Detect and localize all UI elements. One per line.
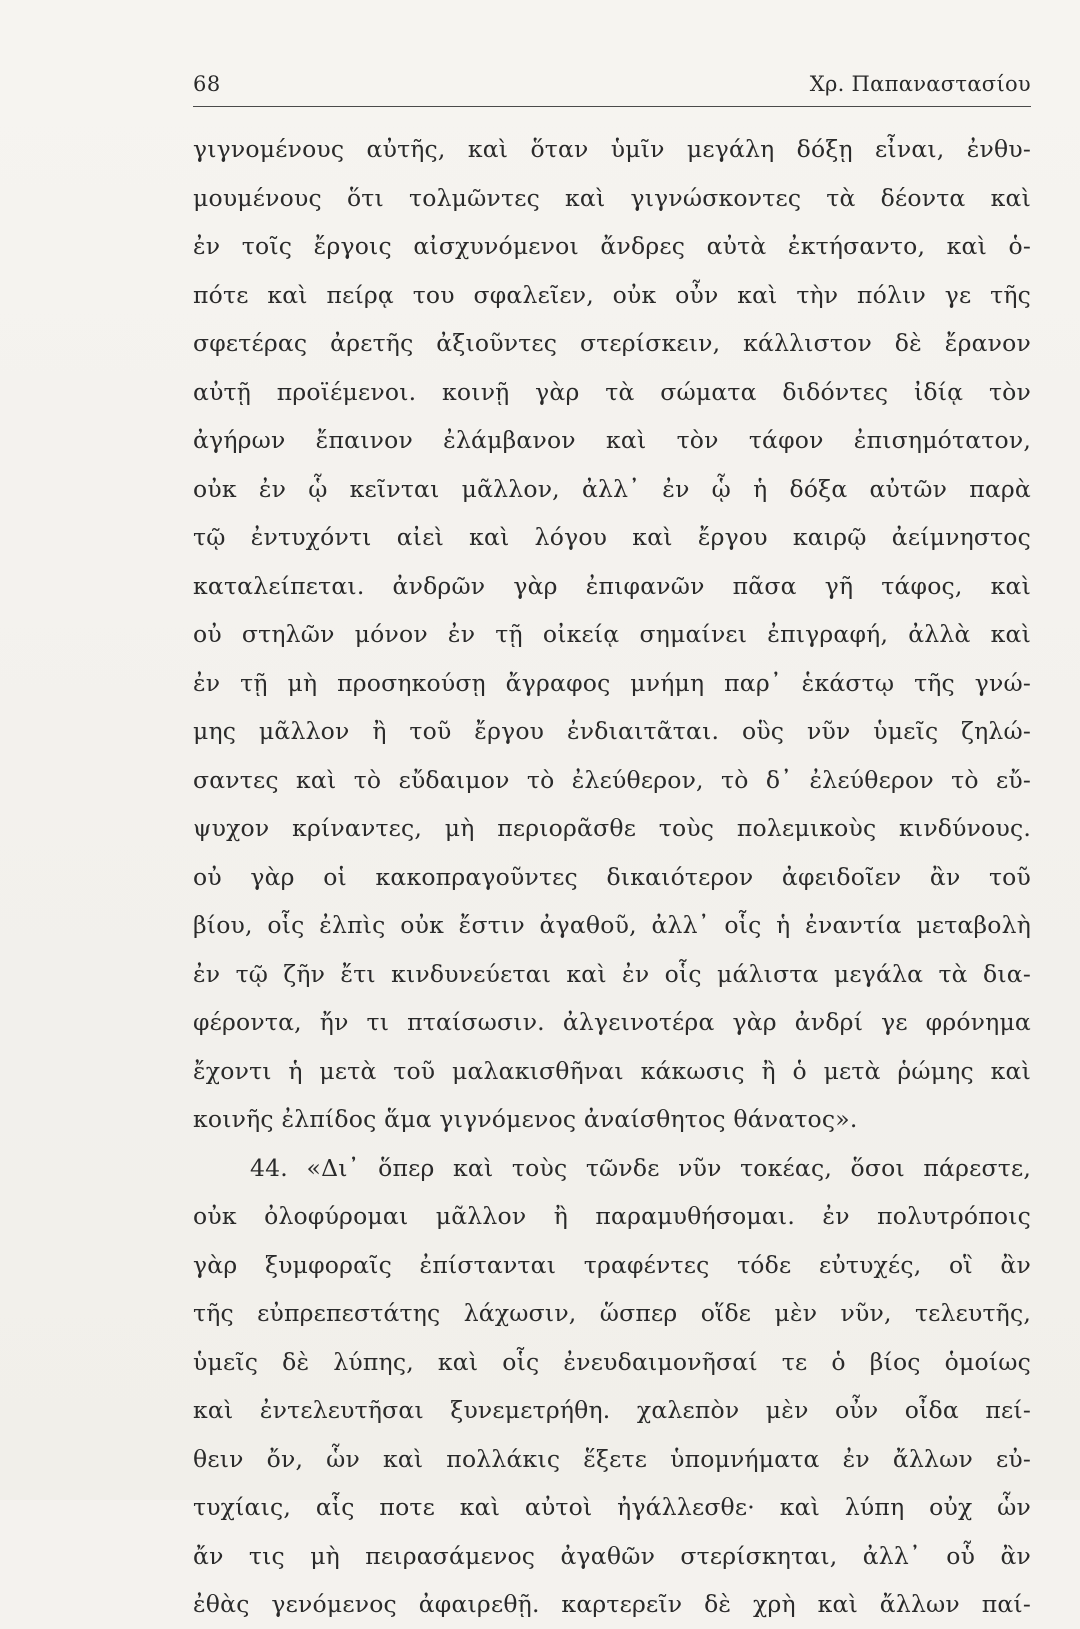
- text-line: πότε καὶ πείρᾳ του σφαλεῖεν, οὐκ οὖν καὶ τὴν πόλιν γε τῆς: [193, 280, 1031, 309]
- text-line: οὐκ ἐν ᾧ κεῖνται μᾶλλον, ἀλλ᾽ ἐν ᾧ ἡ δόξα αὐτῶν παρὰ: [193, 474, 1031, 503]
- text-line: σφετέρας ἀρετῆς ἀξιοῦντες στερίσκειν, κάλλιστον δὲ ἔρανον: [193, 329, 1031, 357]
- text-line: ἔχοντι ἡ μετὰ τοῦ μαλακισθῆναι κάκωσις ἢ ὁ μετὰ ῥώμης καὶ: [193, 1056, 1031, 1085]
- text-line: φέροντα, ἤν τι πταίσωσιν. ἀλγεινοτέρα γὰρ ἀνδρί γε φρόνημα: [193, 1008, 1031, 1036]
- text-line: αὐτῇ προϊέμενοι. κοινῇ γὰρ τὰ σώματα διδόντες ἰδίᾳ τὸν: [193, 377, 1031, 406]
- text-line: ἐν τῇ μὴ προσηκούσῃ ἄγραφος μνήμη παρ᾽ ἑκάστῳ τῆς γνώ-: [193, 668, 1031, 697]
- text-line: τυχίαις, αἷς ποτε καὶ αὐτοὶ ἠγάλλεσθε· καὶ λύπη οὐχ ὧν: [193, 1493, 1031, 1521]
- page-number: 68: [193, 72, 221, 96]
- paragraph-start-line: 44. «Δι᾽ ὅπερ καὶ τοὺς τῶνδε νῦν τοκέας, ὅσοι πάρεστε,: [250, 1153, 1031, 1182]
- text-line: οὐ στηλῶν μόνον ἐν τῇ οἰκείᾳ σημαίνει ἐπιγραφή, ἀλλὰ καὶ: [193, 620, 1031, 648]
- text-line: ἐν τοῖς ἔργοις αἰσχυνόμενοι ἄνδρες αὐτὰ ἐκτήσαντο, καὶ ὁ-: [193, 232, 1031, 260]
- text-line: γιγνομένους αὐτῆς, καὶ ὅταν ὑμῖν μεγάλη δόξῃ εἶναι, ἐνθυ-: [193, 135, 1031, 163]
- text-line: μουμένους ὅτι τολμῶντες καὶ γιγνώσκοντες τὰ δέοντα καὶ: [193, 183, 1031, 212]
- text-line: ψυχον κρίναντες, μὴ περιορᾶσθε τοὺς πολεμικοὺς κινδύνους.: [193, 814, 1031, 842]
- text-line: θειν ὄν, ὧν καὶ πολλάκις ἕξετε ὑπομνήματα ἐν ἄλλων εὐ-: [193, 1444, 1031, 1473]
- text-line: βίου, οἷς ἐλπὶς οὐκ ἔστιν ἀγαθοῦ, ἀλλ᾽ οἷς ἡ ἐναντία μεταβολὴ: [193, 911, 1031, 939]
- text-line: τῆς εὐπρεπεστάτης λάχωσιν, ὥσπερ οἵδε μὲν νῦν, τελευτῆς,: [193, 1299, 1031, 1327]
- text-line: καταλείπεται. ἀνδρῶν γὰρ ἐπιφανῶν πᾶσα γῆ τάφος, καὶ: [193, 571, 1031, 600]
- text-body: [193, 125, 1031, 1629]
- text-line: σαντες καὶ τὸ εὔδαιμον τὸ ἐλεύθερον, τὸ δ᾽ ἐλεύθερον τὸ εὔ-: [193, 765, 1031, 794]
- text-line: καὶ ἐντελευτῆσαι ξυνεμετρήθη. χαλεπὸν μὲν οὖν οἶδα πεί-: [193, 1396, 1031, 1424]
- text-line: οὐκ ὀλοφύρομαι μᾶλλον ἢ παραμυθήσομαι. ἐν πολυτρόποις: [193, 1202, 1031, 1230]
- text-line: ἐθὰς γενόμενος ἀφαιρεθῇ. καρτερεῖν δὲ χρὴ καὶ ἄλλων παί-: [193, 1590, 1031, 1618]
- text-line: τῷ ἐντυχόντι αἰεὶ καὶ λόγου καὶ ἔργου καιρῷ ἀείμνηστος: [193, 523, 1031, 551]
- text-line: ὑμεῖς δὲ λύπης, καὶ οἷς ἐνευδαιμονῆσαί τε ὁ βίος ὁμοίως: [193, 1347, 1031, 1376]
- text-line: οὐ γὰρ οἱ κακοπραγοῦντες δικαιότερον ἀφειδοῖεν ἂν τοῦ: [193, 862, 1031, 891]
- running-head: Χρ. Παπαναστασίου: [809, 72, 1031, 96]
- paragraph-end-line: κοινῆς ἐλπίδος ἅμα γιγνόμενος ἀναίσθητος θάνατος».: [193, 1105, 858, 1133]
- text-line: μης μᾶλλον ἢ τοῦ ἔργου ἐνδιαιτᾶται. οὓς νῦν ὑμεῖς ζηλώ-: [193, 717, 1031, 745]
- page-header: [193, 70, 1031, 107]
- text-line: ἐν τῷ ζῆν ἔτι κινδυνεύεται καὶ ἐν οἷς μάλιστα μεγάλα τὰ δια-: [193, 959, 1031, 988]
- text-line: ἄν τις μὴ πειρασάμενος ἀγαθῶν στερίσκηται, ἀλλ᾽ οὗ ἂν: [193, 1541, 1031, 1570]
- text-line: γὰρ ξυμφοραῖς ἐπίστανται τραφέντες τόδε εὐτυχές, οἳ ἂν: [193, 1250, 1031, 1279]
- text-line: ἀγήρων ἔπαινον ἐλάμβανον καὶ τὸν τάφον ἐπισημότατον,: [193, 426, 1031, 454]
